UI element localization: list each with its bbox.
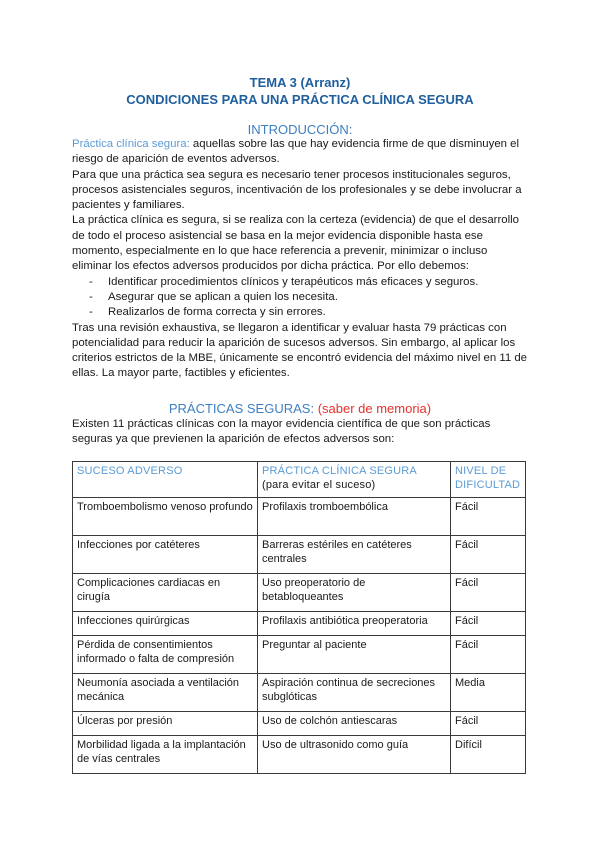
- cell-practica: Preguntar al paciente: [258, 636, 451, 674]
- intro-bullet-list: [72, 275, 528, 321]
- bullet-text: Asegurar que se aplican a quien los necesita.: [108, 290, 338, 303]
- title-line-2: CONDICIONES PARA UNA PRÁCTICA CLÍNICA SEGURA: [126, 92, 474, 107]
- intro-paragraph-2: Para que una práctica sea segura es necesario tener procesos institucionales seguros, procesos asistenciales seguros, incentivación de los profesionales y se debe involucrar a pacientes y familiares.: [72, 168, 522, 212]
- dash-marker: -: [89, 306, 93, 319]
- header-suceso-adverso: SUCESO ADVERSO: [73, 462, 258, 498]
- memorize-note: (saber de memoria): [317, 401, 432, 416]
- cell-suceso: Morbilidad ligada a la implantación de vías centrales: [73, 736, 258, 774]
- table-row: [73, 712, 526, 736]
- intro-section: [72, 137, 528, 382]
- cell-nivel: Fácil: [451, 612, 526, 636]
- table-row: [73, 574, 526, 612]
- cell-suceso: Infecciones quirúrgicas: [73, 612, 258, 636]
- cell-practica: Barreras estériles en catéteres centrales: [258, 536, 451, 574]
- bullet-text: Realizarlos de forma correcta y sin errores.: [108, 306, 326, 319]
- definition-text: aquellas sobre las que hay evidencia firme de que disminuyen el riesgo de aparición de eventos adversos.: [72, 138, 520, 166]
- intro-paragraph-3: La práctica clínica es segura, si se realiza con la certeza (evidencia) de que el desarrollo de todo el proceso asistencial se basa en la mejor evidencia disponible hasta ese momento, especialmente en lo que hace referencia a prevenir, minimizar o incluso eliminar los efectos adversos producidos por dicha práctica. Por ello debemos:: [72, 214, 519, 273]
- dash-marker: -: [89, 290, 93, 303]
- cell-nivel: Fácil: [451, 636, 526, 674]
- cell-nivel: Fácil: [451, 712, 526, 736]
- header-practica-label: PRÁCTICA CLÍNICA SEGURA: [262, 465, 417, 477]
- header-practica-clinica: [258, 462, 451, 498]
- document-title: [72, 74, 528, 108]
- table-row: [73, 612, 526, 636]
- cell-suceso: Infecciones por catéteres: [73, 536, 258, 574]
- cell-practica: Uso de colchón antiescaras: [258, 712, 451, 736]
- cell-suceso: Neumonía asociada a ventilación mecánica: [73, 674, 258, 712]
- cell-practica: Aspiración continua de secreciones subglóticas: [258, 674, 451, 712]
- bullet-text: Identificar procedimientos clínicos y terapéuticos más eficaces y seguros.: [108, 275, 479, 288]
- cell-practica: Profilaxis antibiótica preoperatoria: [258, 612, 451, 636]
- cell-suceso: Pérdida de consentimientos informado o falta de compresión: [73, 636, 258, 674]
- cell-practica: Uso preoperatorio de betabloqueantes: [258, 574, 451, 612]
- cell-nivel: Difícil: [451, 736, 526, 774]
- safe-practices-table: [72, 461, 526, 774]
- intro-paragraph-4: Tras una revisión exhaustiva, se llegaron a identificar y evaluar hasta 79 prácticas con potencialidad para reducir la aparición de sucesos adversos. Sin embargo, al aplicar los criterios estrictos de la MBE, únicamente se encontró evidencia del máximo nivel en 11 de ellas. La mayor parte, factibles y eficientes.: [72, 321, 528, 380]
- cell-nivel: Fácil: [451, 536, 526, 574]
- practicas-heading: [72, 401, 528, 417]
- practicas-heading-text: PRÁCTICAS SEGURAS:: [168, 401, 315, 416]
- table-row: [73, 536, 526, 574]
- cell-nivel: Fácil: [451, 574, 526, 612]
- definition-term: Práctica clínica segura:: [72, 138, 190, 150]
- table-header-row: [73, 462, 526, 498]
- cell-suceso: Tromboembolismo venoso profundo: [73, 498, 258, 536]
- table-row: [73, 674, 526, 712]
- bullet-item: [72, 305, 528, 320]
- cell-nivel: Media: [451, 674, 526, 712]
- cell-nivel: Fácil: [451, 498, 526, 536]
- cell-practica: Profilaxis tromboembólica: [258, 498, 451, 536]
- bullet-item: [72, 275, 528, 290]
- intro-heading: INTRODUCCIÓN:: [247, 122, 353, 137]
- bullet-item: [72, 290, 528, 305]
- title-line-1: TEMA 3 (Arranz): [249, 75, 351, 90]
- cell-suceso: Complicaciones cardiacas en cirugía: [73, 574, 258, 612]
- practicas-paragraph: Existen 11 prácticas clínicas con la mayor evidencia científica de que son prácticas seguras ya que previenen la aparición de efectos adversos son:: [72, 418, 491, 446]
- definition-paragraph: [72, 137, 528, 168]
- header-nivel-dificultad: NIVEL DE DIFICULTAD: [451, 462, 526, 498]
- table-row: [73, 736, 526, 774]
- cell-suceso: Úlceras por presión: [73, 712, 258, 736]
- header-practica-sublabel: (para evitar el suceso): [262, 478, 376, 491]
- table-row: [73, 636, 526, 674]
- cell-practica: Uso de ultrasonido como guía: [258, 736, 451, 774]
- table-row: [73, 498, 526, 536]
- dash-marker: -: [89, 275, 93, 288]
